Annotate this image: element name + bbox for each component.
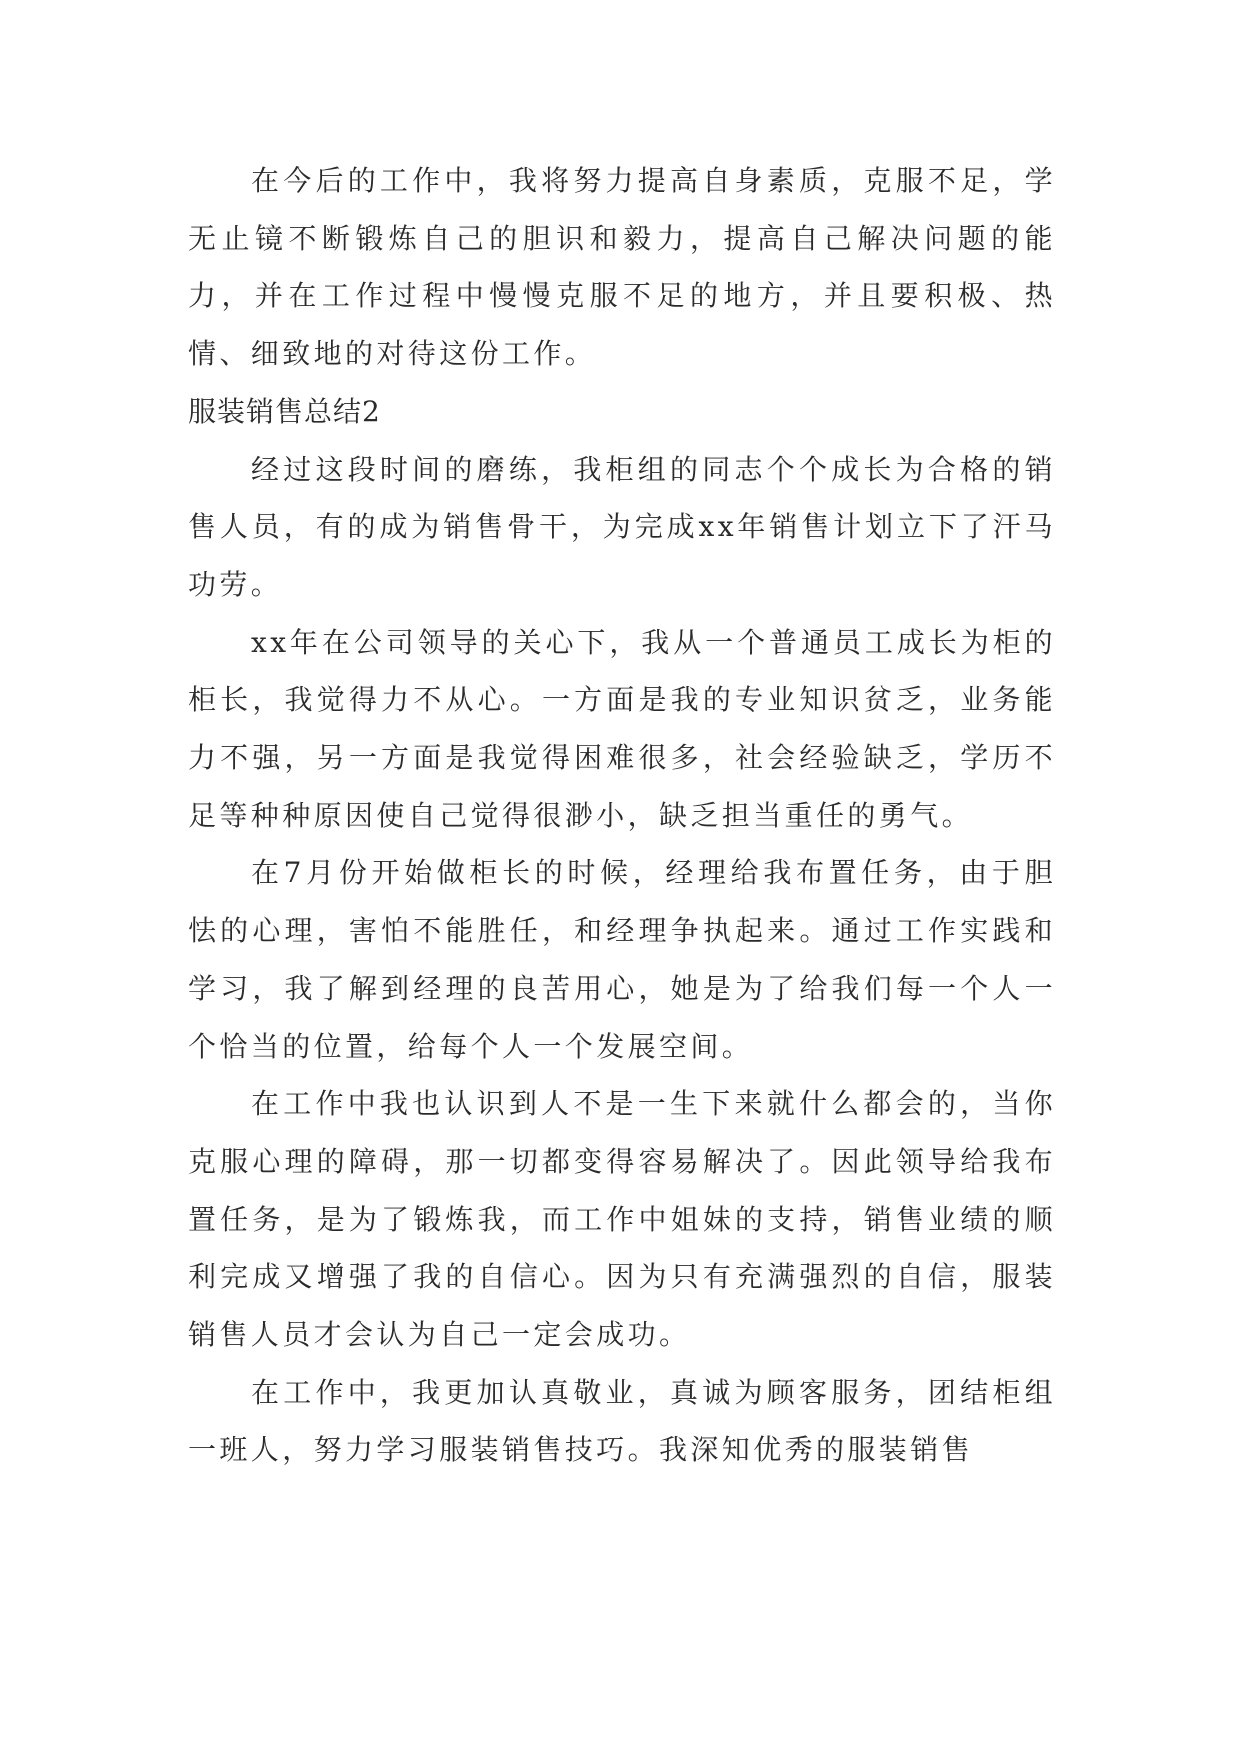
paragraph-promotion: xx年在公司领导的关心下，我从一个普通员工成长为柜的柜长，我觉得力不从心。一方面是我的专业知识贫乏，业务能力不强，另一方面是我觉得困难很多，社会经验缺乏，学历不足等种种原因使自己觉得很渺小，缺乏担当重任的勇气。 [188, 625, 1056, 832]
paragraph-july-task: 在7月份开始做柜长的时候，经理给我布置任务，由于胆怯的心理，害怕不能胜任，和经理争执起来。通过工作实践和学习，我了解到经理的良苦用心，她是为了给我们每一个人一个恰当的位置，给每个人一个发展空间。 [188, 856, 1056, 1063]
document-body [188, 152, 1056, 1479]
paragraph-confidence: 在工作中我也认识到人不是一生下来就什么都会的，当你克服心理的障碍，那一切都变得容易解决了。因此领导给我布置任务，是为了锻炼我，而工作中姐妹的支持，销售业绩的顺利完成又增强了我的自信心。因为只有充满强烈的自信，服装销售人员才会认为自己一定会成功。 [188, 1087, 1056, 1352]
paragraph-team-growth: 经过这段时间的磨练，我柜组的同志个个成长为合格的销售人员，有的成为销售骨干，为完成xx年销售计划立下了汗马功劳。 [188, 452, 1056, 601]
section-heading: 服装销售总结2 [188, 394, 381, 428]
paragraph-dedication: 在工作中，我更加认真敬业，真诚为顾客服务，团结柜组一班人，努力学习服装销售技巧。我深知优秀的服装销售 [188, 1375, 1056, 1467]
paragraph-closing-commitment: 在今后的工作中，我将努力提高自身素质，克服不足，学无止镜不断锻炼自己的胆识和毅力，提高自己解决问题的能力，并在工作过程中慢慢克服不足的地方，并且要积极、热情、细致地的对待这份工作。 [188, 164, 1056, 371]
